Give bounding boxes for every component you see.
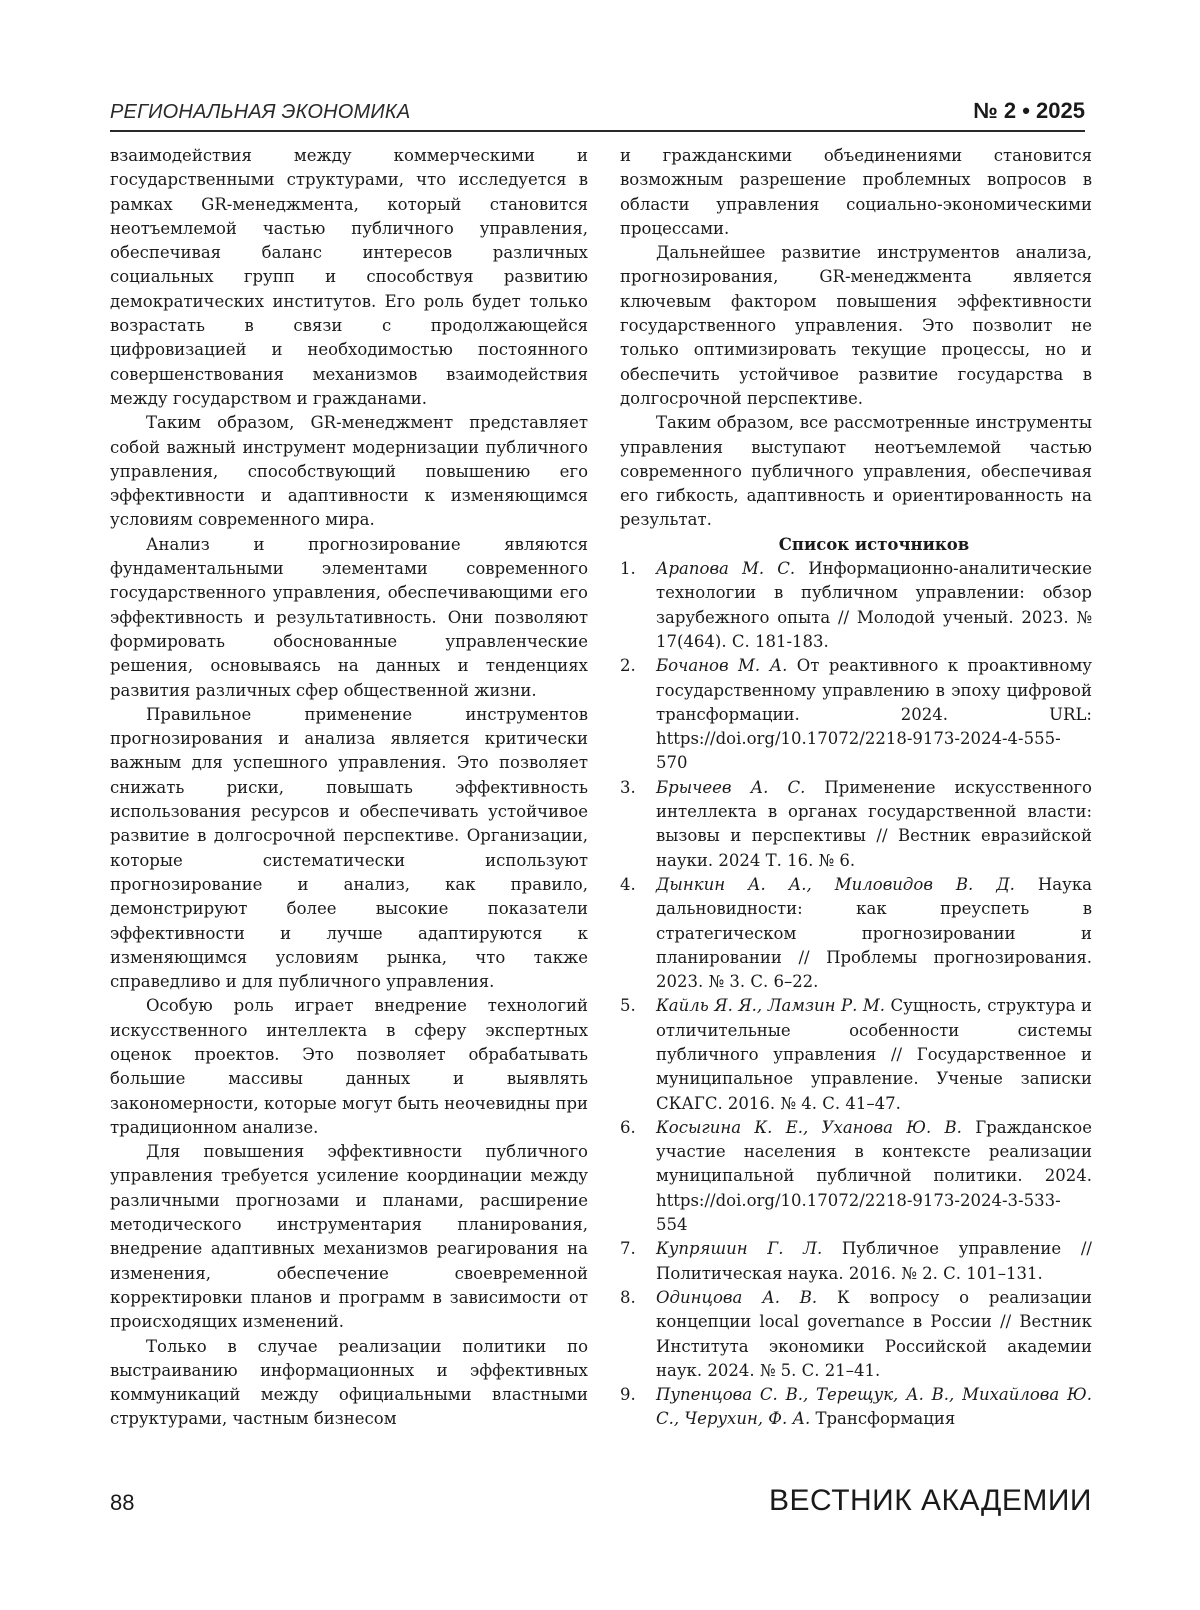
journal-name: ВЕСТНИК АКАДЕМИИ bbox=[769, 1484, 1092, 1517]
reference-item bbox=[620, 1116, 1092, 1237]
reference-authors: Пупенцова С. В., Терещук, А. В., Михайлова Ю. С., Черухин, Ф. А. bbox=[656, 1385, 1092, 1429]
journal-section-title: РЕГИОНАЛЬНАЯ ЭКОНОМИКА bbox=[110, 101, 411, 123]
reference-item bbox=[620, 1286, 1092, 1383]
reference-authors: Дынкин А. А., Миловидов В. Д. bbox=[656, 874, 1015, 894]
paragraph: взаимодействия между коммерческими и государственными структурами, что исследуется в рамках GR-менеджмента, который становится неотъемлемой частью публичного управления, обеспечивая баланс интересов различных социальных групп и способствуя развитию демократических институтов. Его роль будет только возрастать в связи с продолжающейся цифровизацией и необходимостью постоянного совершенствования механизмов взаимодействия между государством и гражданами. bbox=[110, 146, 588, 408]
page-number: 88 bbox=[110, 1490, 135, 1515]
reference-authors: Брычеев А. С. bbox=[656, 777, 806, 797]
reference-item bbox=[620, 994, 1092, 1115]
reference-number: 3. bbox=[620, 777, 636, 797]
reference-number: 2. bbox=[620, 656, 636, 676]
reference-item bbox=[620, 776, 1092, 873]
reference-number: 9. bbox=[620, 1385, 636, 1405]
reference-text: Публичное управление // Политическая наука. 2016. № 2. С. 101–131. bbox=[656, 1239, 1092, 1283]
reference-text: Наука дальновидности: как преуспеть в стратегическом прогнозировании и планировании // Проблемы прогнозирования. 2023. № 3. С. 6–22. bbox=[656, 874, 1092, 992]
reference-number: 7. bbox=[620, 1239, 636, 1259]
reference-authors: Купряшин Г. Л. bbox=[656, 1239, 823, 1259]
reference-item bbox=[620, 654, 1092, 775]
reference-number: 8. bbox=[620, 1287, 636, 1307]
reference-text: Трансформация bbox=[810, 1409, 956, 1429]
references-heading: Список источников bbox=[778, 534, 970, 554]
reference-item bbox=[620, 1383, 1092, 1432]
reference-list bbox=[620, 557, 1092, 1432]
reference-authors: Одинцова А. В. bbox=[656, 1287, 818, 1307]
paragraph: Анализ и прогнозирование являются фундаментальными элементами современного государственного управления, обеспечивающими его эффективность и результативность. Они позволяют формировать обоснованные управленческие решения, основываясь на данных и тенденциях развития различных сфер общественной жизни. bbox=[110, 534, 588, 700]
reference-text: Информационно-аналитические технологии в публичном управлении: обзор зарубежного опыта // Молодой ученый. 2023. № 17(464). С. 181-183. bbox=[656, 559, 1092, 651]
reference-text: К вопросу о реализации концепции local governance в России // Вестник Института экономики Российской академии наук. 2024. № 5. С. 21–41. bbox=[656, 1287, 1093, 1380]
reference-authors: Бочанов М. А. bbox=[656, 656, 788, 676]
reference-number: 6. bbox=[620, 1117, 636, 1137]
reference-authors: Арапова М. С. bbox=[656, 559, 796, 579]
paragraph: и гражданскими объединениями становится возможным разрешение проблемных вопросов в области управления социально-экономическими процессами. bbox=[620, 146, 1092, 238]
reference-number: 4. bbox=[620, 874, 636, 894]
reference-number: 1. bbox=[620, 559, 636, 579]
paragraph: Таким образом, GR-менеджмент представляет собой важный инструмент модернизации публичного управления, способствующий повышению его эффективности и адаптивности к изменяющимся условиям современного мира. bbox=[110, 413, 588, 530]
running-header bbox=[110, 94, 1085, 132]
left-column bbox=[110, 144, 588, 1432]
right-column bbox=[620, 144, 1092, 1432]
reference-text: Гражданское участие населения в контексте реализации муниципальной публичной политики. 2024. https://doi.org/10.17072/2218-9173-2024-3-533-554 bbox=[656, 1117, 1092, 1235]
paragraph: Особую роль играет внедрение технологий искусственного интеллекта в сферу экспертных оценок проектов. Это позволяет обрабатывать большие массивы данных и выявлять закономерности, которые могут быть неочевидны при традиционном анализе. bbox=[110, 996, 588, 1137]
paragraph: Для повышения эффективности публичного управления требуется усиление координации между различными прогнозами и планами, расширение методического инструментария планирования, внедрение адаптивных механизмов реагирования на изменения, обеспечение своевременной корректировки планов и программ в зависимости от происходящих изменений. bbox=[110, 1142, 588, 1332]
reference-authors: Кайль Я. Я., Ламзин Р. М. bbox=[656, 996, 886, 1016]
reference-text: От реактивного к проактивному государственному управлению в эпоху цифровой трансформации. 2024. URL: https://doi.org/10.17072/2218-9173-2024-4-555-570 bbox=[656, 656, 1092, 773]
paragraph: Правильное применение инструментов прогнозирования и анализа является критически важным для успешного управления. Это позволяет снижать риски, повышать эффективность использования ресурсов и обеспечивать устойчивое развитие в долгосрочной перспективе. Организации, которые систематически используют прогнозирование и анализ, как правило, демонстрируют более высокие показатели эффективности и лучше адаптируются к изменяющимся условиям рынка, что также справедливо и для публичного управления. bbox=[110, 704, 588, 992]
reference-item bbox=[620, 873, 1092, 994]
reference-text: Применение искусственного интеллекта в органах государственной власти: вызовы и перспективы // Вестник евразийской науки. 2024 Т. 16. № 6. bbox=[656, 777, 1092, 870]
reference-text: Сущность, структура и отличительные особенности системы публичного управления // Государственное и муниципальное управление. Ученые записки СКАГС. 2016. № 4. С. 41–47. bbox=[656, 996, 1093, 1113]
reference-number: 5. bbox=[620, 996, 636, 1016]
paragraph: Только в случае реализации политики по выстраиванию информационных и эффективных коммуникаций между официальными властными структурами, частным бизнесом bbox=[110, 1336, 588, 1429]
paragraph: Таким образом, все рассмотренные инструменты управления выступают неотъемлемой частью современного публичного управления, обеспечивая его гибкость, адаптивность и ориентированность на результат. bbox=[620, 413, 1092, 530]
reference-item bbox=[620, 557, 1092, 654]
paragraph: Дальнейшее развитие инструментов анализа, прогнозирования, GR-менеджмента является ключевым фактором повышения эффективности государственного управления. Это позволит не только оптимизировать текущие процессы, но и обеспечить устойчивое развитие государства в долгосрочной перспективе. bbox=[620, 243, 1092, 408]
reference-authors: Косыгина К. Е., Уханова Ю. В. bbox=[656, 1117, 962, 1137]
issue-number: № 2 • 2025 bbox=[973, 98, 1085, 123]
reference-item bbox=[620, 1237, 1092, 1286]
